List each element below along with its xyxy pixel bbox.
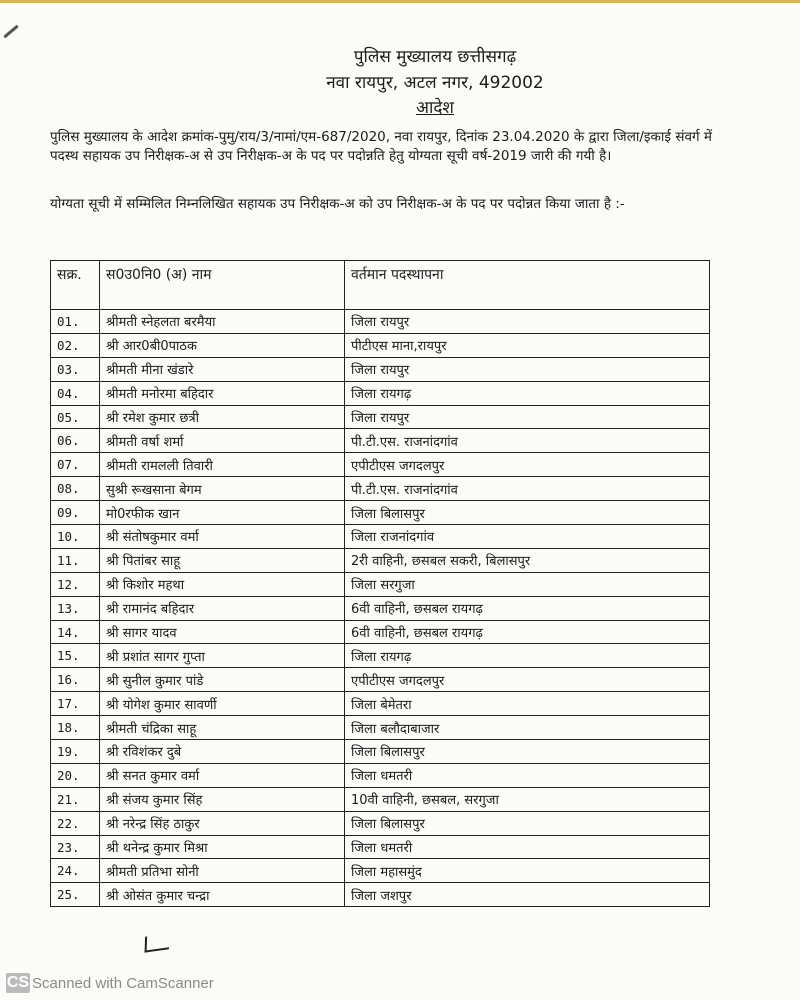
serial-no-cell: 18.	[51, 716, 100, 740]
posting-cell: एपीटीएस जगदलपुर	[345, 668, 710, 692]
posting-cell: जिला रायगढ़	[345, 381, 710, 405]
posting-cell: जिला बलौदाबाजार	[345, 716, 710, 740]
table-row	[51, 333, 710, 357]
posting-cell: जिला रायपुर	[345, 357, 710, 381]
serial-no-cell: 08.	[51, 477, 100, 501]
serial-no-cell: 04.	[51, 381, 100, 405]
name-cell: श्रीमती स्नेहलता बरमैया	[100, 310, 345, 334]
table-row	[51, 620, 710, 644]
posting-cell: 6वी वाहिनी, छसबल रायगढ़	[345, 596, 710, 620]
table-row	[51, 811, 710, 835]
camscanner-logo-icon: CS	[6, 974, 30, 991]
table-header-row	[51, 261, 710, 310]
serial-no-cell: 25.	[51, 883, 100, 907]
serial-no-cell: 05.	[51, 405, 100, 429]
promotion-list-table	[50, 260, 710, 907]
name-cell: श्रीमती रामलली तिवारी	[100, 453, 345, 477]
name-cell: श्री संतोषकुमार वर्मा	[100, 525, 345, 549]
table-row	[51, 763, 710, 787]
signature-mark	[145, 933, 170, 952]
posting-cell: जिला सरगुजा	[345, 572, 710, 596]
posting-cell: पीटीएस माना,रायपुर	[345, 333, 710, 357]
serial-no-cell: 20.	[51, 763, 100, 787]
posting-cell: जिला रायपुर	[345, 405, 710, 429]
serial-no-cell: 19.	[51, 740, 100, 764]
camscanner-watermark	[6, 973, 214, 993]
serial-no-cell: 22.	[51, 811, 100, 835]
pen-mark	[3, 25, 19, 39]
posting-cell: 2री वाहिनी, छसबल सकरी, बिलासपुर	[345, 548, 710, 572]
table-row	[51, 644, 710, 668]
name-cell: श्री नरेन्द्र सिंह ठाकुर	[100, 811, 345, 835]
posting-cell: जिला रायगढ़	[345, 644, 710, 668]
serial-no-cell: 10.	[51, 525, 100, 549]
posting-cell: जिला राजनांदगांव	[345, 525, 710, 549]
table-row	[51, 572, 710, 596]
name-cell: श्री संजय कुमार सिंह	[100, 787, 345, 811]
name-cell: श्री रविशंकर दुबे	[100, 740, 345, 764]
posting-cell: जिला बिलासपुर	[345, 501, 710, 525]
order-title: आदेश	[416, 98, 454, 118]
table-row	[51, 668, 710, 692]
posting-cell: जिला जशपुर	[345, 883, 710, 907]
serial-no-cell: 14.	[51, 620, 100, 644]
serial-no-cell: 11.	[51, 548, 100, 572]
table-row	[51, 477, 710, 501]
table-row	[51, 381, 710, 405]
table-row	[51, 548, 710, 572]
posting-cell: जिला बिलासपुर	[345, 811, 710, 835]
table-row	[51, 501, 710, 525]
header-serial-no: सक्र.	[51, 261, 100, 310]
document-header	[0, 44, 800, 120]
posting-cell: 10वी वाहिनी, छसबल, सरगुजा	[345, 787, 710, 811]
table-row	[51, 859, 710, 883]
table-row	[51, 453, 710, 477]
posting-cell: जिला बिलासपुर	[345, 740, 710, 764]
name-cell: श्री योगेश कुमार सावर्णी	[100, 692, 345, 716]
watermark-text: Scanned with CamScanner	[32, 974, 214, 992]
serial-no-cell: 16.	[51, 668, 100, 692]
office-address: नवा रायपुर, अटल नगर, 492002	[326, 73, 544, 93]
posting-cell: जिला बेमेतरा	[345, 692, 710, 716]
name-cell: श्री आर0बी0पाठक	[100, 333, 345, 357]
posting-cell: जिला धमतरी	[345, 835, 710, 859]
serial-no-cell: 09.	[51, 501, 100, 525]
name-cell: श्री किशोर महथा	[100, 572, 345, 596]
order-reference-paragraph: पुलिस मुख्यालय के आदेश क्रमांक-पुमु/राय/3/नामां/एम-687/2020, नवा रायपुर, दिनांक 23.04.2020 के द्वारा जिला/इकाई संवर्ग में पदस्थ सहायक उप निरीक्षक-अ से उप निरीक्षक-अ के पद पर पदोन्नति हेतु योग्यता सूची वर्ष-2019 जारी की गयी है।	[50, 129, 712, 164]
name-cell: श्रीमती प्रतिभा सोनी	[100, 859, 345, 883]
name-cell: श्री पितांबर साहू	[100, 548, 345, 572]
table-row	[51, 740, 710, 764]
name-cell: श्री प्रशांत सागर गुप्ता	[100, 644, 345, 668]
serial-no-cell: 06.	[51, 429, 100, 453]
promotion-statement-paragraph: योग्यता सूची में सम्मिलित निम्नलिखित सहायक उप निरीक्षक-अ को उप निरीक्षक-अ के पद पर पदोन्नत किया जाता है :-	[50, 196, 625, 212]
serial-no-cell: 07.	[51, 453, 100, 477]
name-cell: श्रीमती मीना खंडारे	[100, 357, 345, 381]
name-cell: श्रीमती वर्षा शर्मा	[100, 429, 345, 453]
serial-no-cell: 02.	[51, 333, 100, 357]
table-row	[51, 525, 710, 549]
serial-no-cell: 21.	[51, 787, 100, 811]
header-current-posting: वर्तमान पदस्थापना	[345, 261, 710, 310]
table-row	[51, 716, 710, 740]
posting-cell: पी.टी.एस. राजनांदगांव	[345, 477, 710, 501]
name-cell: श्री सनत कुमार वर्मा	[100, 763, 345, 787]
serial-no-cell: 24.	[51, 859, 100, 883]
scan-edge-strip	[0, 0, 800, 3]
table-row	[51, 429, 710, 453]
serial-no-cell: 01.	[51, 310, 100, 334]
table-row	[51, 883, 710, 907]
name-cell: सुश्री रूखसाना बेगम	[100, 477, 345, 501]
name-cell: श्री रामानंद बहिदार	[100, 596, 345, 620]
table-row	[51, 596, 710, 620]
name-cell: श्रीमती मनोरमा बहिदार	[100, 381, 345, 405]
posting-cell: 6वी वाहिनी, छसबल रायगढ़	[345, 620, 710, 644]
table-row	[51, 692, 710, 716]
posting-cell: जिला धमतरी	[345, 763, 710, 787]
header-name: स0उ0नि0 (अ) नाम	[100, 261, 345, 310]
name-cell: श्रीमती चंद्रिका साहू	[100, 716, 345, 740]
posting-cell: जिला महासमुंद	[345, 859, 710, 883]
serial-no-cell: 13.	[51, 596, 100, 620]
serial-no-cell: 12.	[51, 572, 100, 596]
posting-cell: पी.टी.एस. राजनांदगांव	[345, 429, 710, 453]
name-cell: श्री थनेन्द्र कुमार मिश्रा	[100, 835, 345, 859]
table-row	[51, 357, 710, 381]
table-row	[51, 310, 710, 334]
table-row	[51, 405, 710, 429]
table-row	[51, 835, 710, 859]
serial-no-cell: 15.	[51, 644, 100, 668]
name-cell: श्री रमेश कुमार छत्री	[100, 405, 345, 429]
office-name: पुलिस मुख्यालय छत्तीसगढ़	[353, 47, 517, 67]
table-row	[51, 787, 710, 811]
serial-no-cell: 17.	[51, 692, 100, 716]
serial-no-cell: 03.	[51, 357, 100, 381]
name-cell: मो0रफीक खान	[100, 501, 345, 525]
posting-cell: एपीटीएस जगदलपुर	[345, 453, 710, 477]
posting-cell: जिला रायपुर	[345, 310, 710, 334]
name-cell: श्री ओसंत कुमार चन्द्रा	[100, 883, 345, 907]
name-cell: श्री सागर यादव	[100, 620, 345, 644]
name-cell: श्री सुनील कुमार पांडे	[100, 668, 345, 692]
serial-no-cell: 23.	[51, 835, 100, 859]
